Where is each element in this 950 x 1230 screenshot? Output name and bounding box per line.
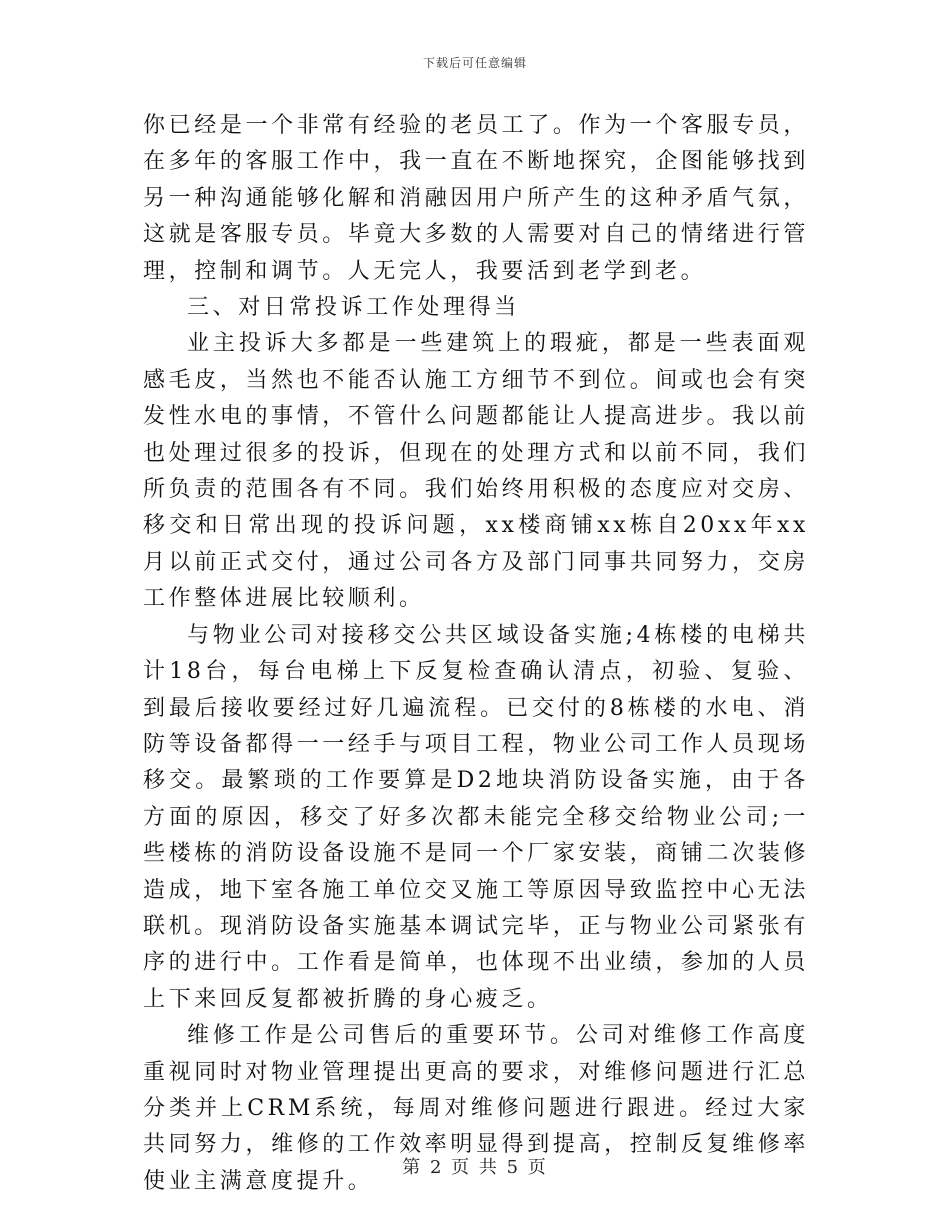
paragraph-complaints: 业主投诉大多都是一些建筑上的瑕疵，都是一些表面观感毛皮，当然也不能否认施工方细节不到位。间或也会有突发性水电的事情，不管什么问题都能让人提高进步。我以前也处理过很多的投诉，但现在的处理方式和以前不同，我们所负责的范围各有不同。我们始终用积极的态度应对交房、移交和日常出现的投诉问题，xx楼商铺xx栋自20xx年xx月以前正式交付，通过公司各方及部门同事共同努力，交房工作整体进展比较顺利。	[143, 331, 809, 612]
paragraph-continuation: 你已经是一个非常有经验的老员工了。作为一个客服专员，在多年的客服工作中，我一直在不断地探究，企图能够找到另一种沟通能够化解和消融因用户所产生的这种矛盾气氛，这就是客服专员。毕竟大多数的人需要对自己的情绪进行管理，控制和调节。人无完人，我要活到老学到老。	[143, 113, 809, 284]
document-body	[143, 108, 809, 1200]
section-heading: 三、对日常投诉工作处理得当	[187, 295, 520, 321]
page-number: 第 2 页 共 5 页	[402, 1157, 548, 1178]
page-header-note: 下载后可任意编辑	[422, 56, 527, 70]
paragraph-handover: 与物业公司对接移交公共区域设备实施;4栋楼的电梯共计18台，每台电梯上下反复检查确认清点，初验、复验、到最后接收要经过好几遍流程。已交付的8栋楼的水电、消防等设备都得一一经手与项目工程，物业公司工作人员现场移交。最繁琐的工作要算是D2地块消防设备实施，由于各方面的原因，移交了好多次都未能完全移交给物业公司;一些楼栋的消防设备设施不是同一个厂家安装，商铺二次装修造成，地下室各施工单位交叉施工等原因导致监控中心无法联机。现消防设备实施基本调试完毕，正与物业公司紧张有序的进行中。工作看是简单，也体现不出业绩，参加的人员上下来回反复都被折腾的身心疲乏。	[143, 622, 809, 1012]
paragraph-maintenance: 维修工作是公司售后的重要环节。公司对维修工作高度重视同时对物业管理提出更高的要求，对维修问题进行汇总分类并上CRM系统，每周对维修问题进行跟进。经过大家共同努力，维修的工作效率明显得到提高，控制反复维修率使业主满意度提升。	[143, 1023, 809, 1194]
